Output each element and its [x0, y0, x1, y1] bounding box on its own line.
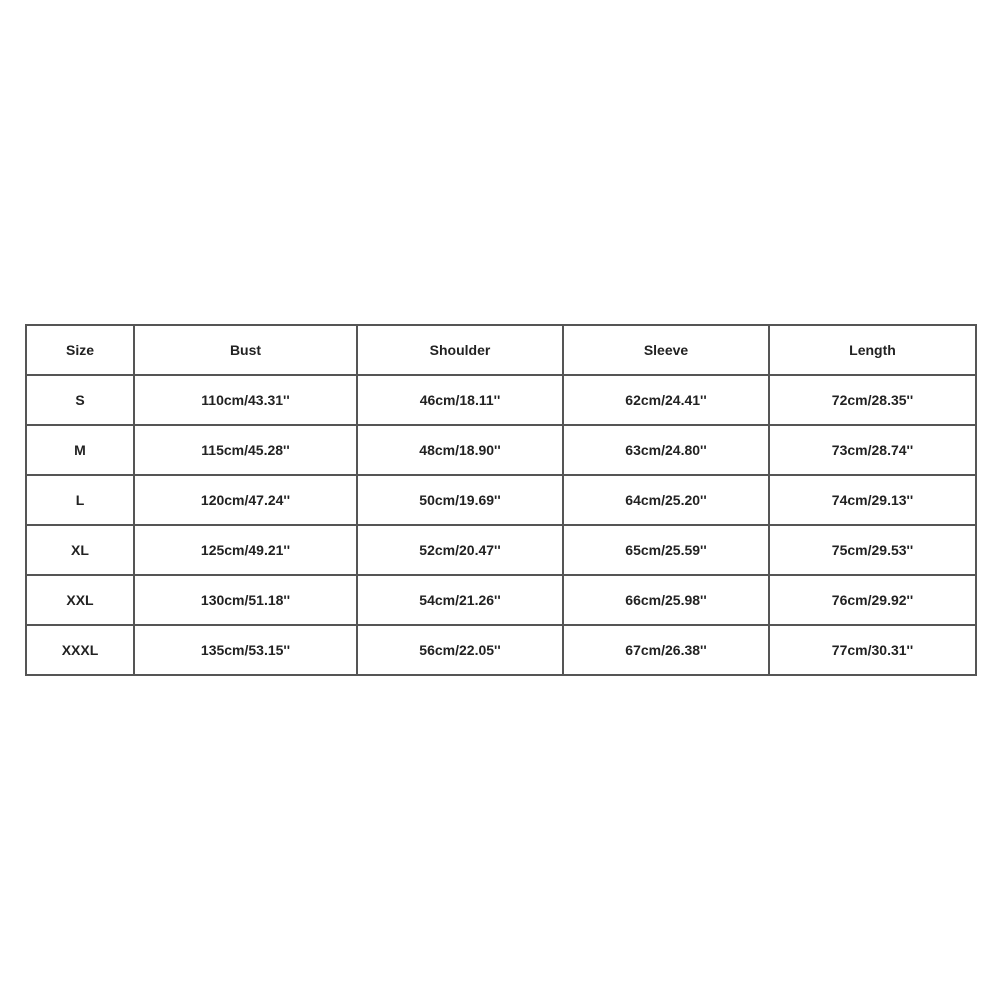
table-row — [26, 625, 976, 675]
cell-sleeve: 63cm/24.80'' — [563, 425, 769, 475]
cell-size: L — [26, 475, 134, 525]
cell-size: XXXL — [26, 625, 134, 675]
cell-bust: 110cm/43.31'' — [134, 375, 357, 425]
cell-length: 77cm/30.31'' — [769, 625, 976, 675]
cell-shoulder: 48cm/18.90'' — [357, 425, 563, 475]
table-row — [26, 475, 976, 525]
cell-size: S — [26, 375, 134, 425]
cell-shoulder: 52cm/20.47'' — [357, 525, 563, 575]
cell-sleeve: 67cm/26.38'' — [563, 625, 769, 675]
cell-bust: 120cm/47.24'' — [134, 475, 357, 525]
size-chart-table — [25, 324, 977, 676]
table-row — [26, 375, 976, 425]
cell-length: 72cm/28.35'' — [769, 375, 976, 425]
table-body — [26, 375, 976, 675]
cell-size: M — [26, 425, 134, 475]
table-header — [26, 325, 976, 375]
cell-shoulder: 56cm/22.05'' — [357, 625, 563, 675]
cell-length: 75cm/29.53'' — [769, 525, 976, 575]
table-row — [26, 425, 976, 475]
cell-size: XL — [26, 525, 134, 575]
cell-bust: 130cm/51.18'' — [134, 575, 357, 625]
header-size: Size — [26, 325, 134, 375]
header-shoulder: Shoulder — [357, 325, 563, 375]
cell-sleeve: 65cm/25.59'' — [563, 525, 769, 575]
header-length: Length — [769, 325, 976, 375]
table-row — [26, 575, 976, 625]
cell-shoulder: 50cm/19.69'' — [357, 475, 563, 525]
cell-length: 73cm/28.74'' — [769, 425, 976, 475]
cell-bust: 115cm/45.28'' — [134, 425, 357, 475]
cell-sleeve: 62cm/24.41'' — [563, 375, 769, 425]
cell-sleeve: 66cm/25.98'' — [563, 575, 769, 625]
cell-length: 74cm/29.13'' — [769, 475, 976, 525]
cell-shoulder: 54cm/21.26'' — [357, 575, 563, 625]
cell-bust: 135cm/53.15'' — [134, 625, 357, 675]
cell-sleeve: 64cm/25.20'' — [563, 475, 769, 525]
cell-length: 76cm/29.92'' — [769, 575, 976, 625]
cell-size: XXL — [26, 575, 134, 625]
table-row — [26, 525, 976, 575]
cell-bust: 125cm/49.21'' — [134, 525, 357, 575]
cell-shoulder: 46cm/18.11'' — [357, 375, 563, 425]
header-bust: Bust — [134, 325, 357, 375]
header-sleeve: Sleeve — [563, 325, 769, 375]
header-row — [26, 325, 976, 375]
